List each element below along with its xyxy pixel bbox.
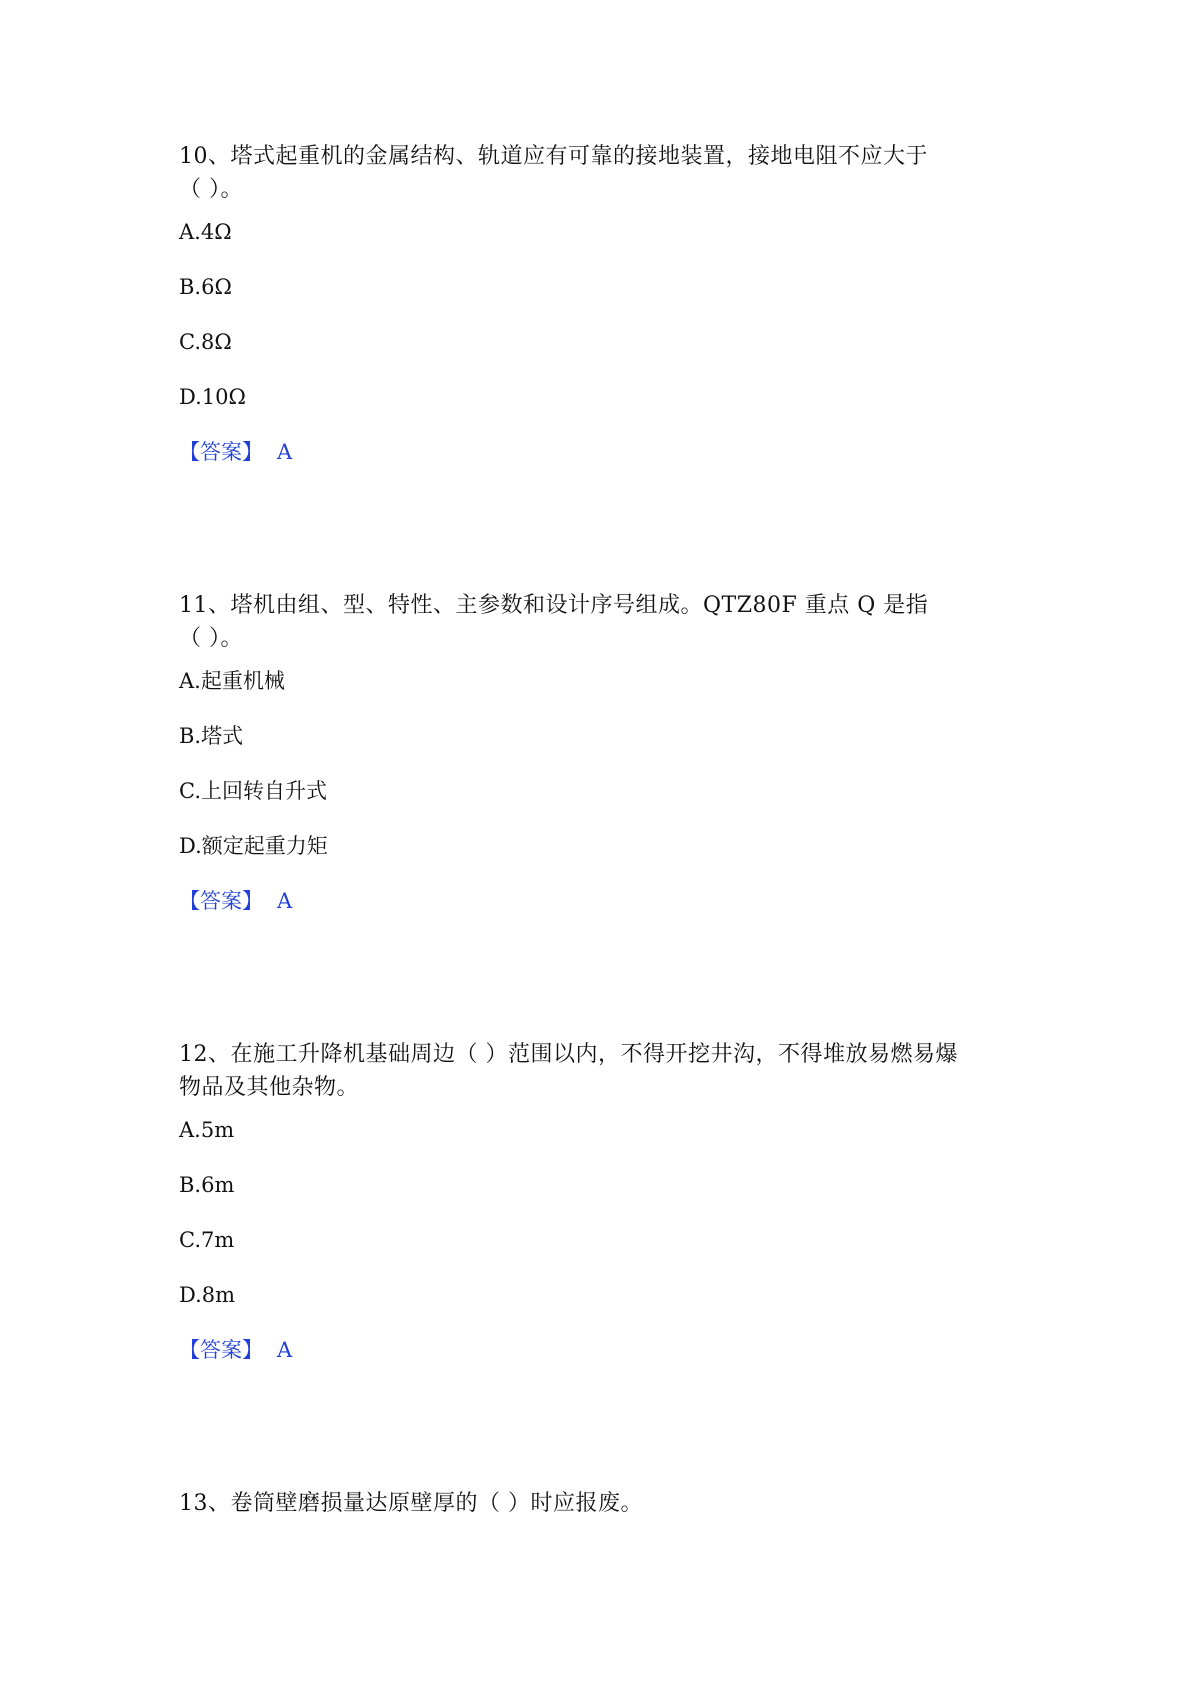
question-stem-line: 12、在施工升降机基础周边（ ）范围以内，不得开挖井沟，不得堆放易燃易爆 xyxy=(179,1042,958,1067)
question-stem-line: 11、塔机由组、型、特性、主参数和设计序号组成。QTZ80F 重点 Q 是指 xyxy=(179,593,929,618)
option-c: C.上回转自升式 xyxy=(179,779,327,803)
question-11 xyxy=(179,589,1029,913)
question-stem xyxy=(179,140,1029,206)
question-stem-line: （ ）。 xyxy=(179,626,243,651)
answer-value: A xyxy=(277,889,293,913)
question-stem-line: 13、卷筒壁磨损量达原壁厚的（ ）时应报废。 xyxy=(179,1491,643,1516)
answer-value: A xyxy=(277,1338,293,1362)
option-b: B.6Ω xyxy=(179,275,232,299)
option-d: D.8m xyxy=(179,1283,236,1307)
question-stem xyxy=(179,589,1029,655)
option-b: B.塔式 xyxy=(179,724,244,748)
answer-label: 【答案】 xyxy=(179,1338,263,1362)
option-d: D.10Ω xyxy=(179,385,246,409)
question-13 xyxy=(179,1487,1029,1520)
question-10 xyxy=(179,140,1029,464)
option-d: D.额定起重力矩 xyxy=(179,834,328,858)
question-stem xyxy=(179,1487,1029,1520)
answer-value: A xyxy=(277,440,293,464)
question-stem xyxy=(179,1038,1029,1104)
answer-line xyxy=(179,438,292,466)
option-c: C.7m xyxy=(179,1228,235,1252)
answer-label: 【答案】 xyxy=(179,440,263,464)
answer-label: 【答案】 xyxy=(179,889,263,913)
option-a: A.起重机械 xyxy=(179,669,285,693)
answer-line xyxy=(179,1336,292,1364)
question-stem-line: （ ）。 xyxy=(179,177,243,202)
option-a: A.5m xyxy=(179,1118,235,1142)
option-a: A.4Ω xyxy=(179,220,232,244)
question-stem-line: 10、塔式起重机的金属结构、轨道应有可靠的接地装置，接地电阻不应大于 xyxy=(179,144,928,169)
question-12 xyxy=(179,1038,1029,1362)
answer-line xyxy=(179,887,292,915)
question-stem-line: 物品及其他杂物。 xyxy=(179,1075,360,1100)
option-b: B.6m xyxy=(179,1173,235,1197)
option-c: C.8Ω xyxy=(179,330,232,354)
